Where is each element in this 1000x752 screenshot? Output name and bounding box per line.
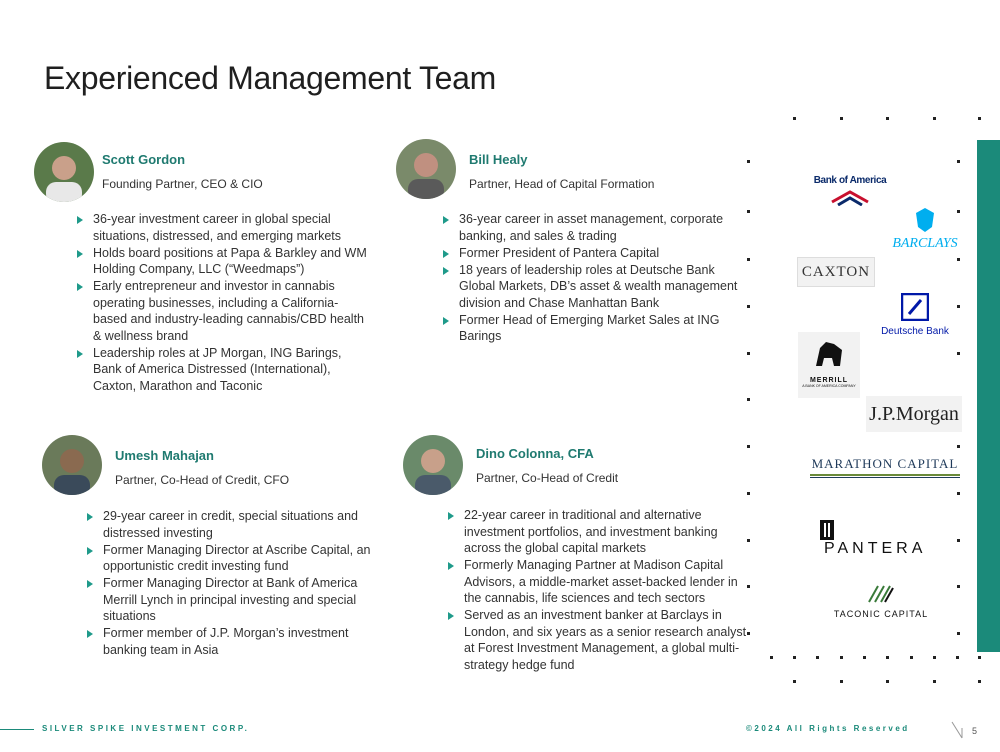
person-name: Dino Colonna, CFA: [476, 446, 594, 461]
decor-dot: [957, 352, 960, 355]
decor-dot: [793, 117, 796, 120]
bullet-list: [87, 508, 385, 659]
decor-dot: [886, 680, 889, 683]
bullet-item: Served as an investment banker at Barclays in London, and six years as a senior research analyst at Forest Investment Management, a global multi-strategy hedge fund: [448, 607, 748, 673]
decor-dot: [886, 117, 889, 120]
decor-dot: [910, 656, 913, 659]
decor-dot: [978, 117, 981, 120]
pantera-logo: [820, 520, 944, 558]
bullet-item: Former member of J.P. Morgan’s investment banking team in Asia: [87, 625, 385, 658]
bullet-list: [448, 507, 748, 674]
decor-dot: [957, 492, 960, 495]
logo-text: Deutsche Bank: [881, 326, 949, 337]
footer-slash-icon: [950, 720, 964, 740]
avatar-bill-healy: [396, 139, 456, 199]
decor-dot: [863, 656, 866, 659]
decor-dot: [747, 632, 750, 635]
decor-dot: [957, 160, 960, 163]
logo-text: PANTERA: [824, 540, 927, 557]
bullet-item: Leadership roles at JP Morgan, ING Barings, Bank of America Distressed (International), Caxton, Marathon and Taconic: [77, 345, 367, 395]
decor-dot: [933, 656, 936, 659]
decor-dot: [770, 656, 773, 659]
decor-dot: [747, 398, 750, 401]
footer-rights: ©2024 All Rights Reserved: [746, 724, 910, 733]
decor-dot: [793, 680, 796, 683]
person-role: Partner, Co-Head of Credit: [476, 471, 619, 485]
logo-text: MARATHON CAPITAL: [811, 456, 959, 471]
decor-dot: [957, 585, 960, 588]
logo-text: Bank of America: [813, 175, 887, 186]
avatar-umesh-mahajan: [42, 435, 102, 495]
merrill-logo: [798, 332, 860, 398]
barclays-logo: [890, 207, 960, 252]
decor-dot: [956, 656, 959, 659]
decor-dot: [957, 632, 960, 635]
person-role: Partner, Head of Capital Formation: [469, 177, 655, 191]
page-title: Experienced Management Team: [44, 60, 497, 96]
decor-dot: [933, 680, 936, 683]
logo-text: TACONIC CAPITAL: [833, 609, 929, 619]
deutsche-bank-logo: [880, 293, 950, 337]
bank-of-america-logo: [810, 175, 890, 211]
bullet-item: Early entrepreneur and investor in cannabis operating businesses, including a California-based and industry-leading cannabis/CBD health & wellness brand: [77, 278, 367, 344]
logo-text: CAXTON: [801, 264, 871, 280]
decor-dot: [840, 117, 843, 120]
decor-dot: [840, 656, 843, 659]
logo-text: J.P.Morgan: [869, 403, 959, 425]
bullet-item: Former President of Pantera Capital: [443, 245, 743, 262]
decor-dot: [886, 656, 889, 659]
logo-text: MERRILL: [809, 377, 849, 384]
logo-text: BARCLAYS: [892, 236, 958, 251]
bullet-item: Former Managing Director at Ascribe Capital, an opportunistic credit investing fund: [87, 542, 385, 575]
person-name: Bill Healy: [469, 152, 528, 167]
footer-line: [0, 729, 34, 730]
bullet-item: Former Head of Emerging Market Sales at ING Barings: [443, 312, 743, 345]
decor-dot: [747, 352, 750, 355]
decor-dot: [957, 305, 960, 308]
decor-dot: [747, 585, 750, 588]
decor-dot: [840, 680, 843, 683]
person-name: Umesh Mahajan: [115, 448, 214, 463]
accent-bar: [977, 140, 1000, 652]
bullet-item: Former Managing Director at Bank of America Merrill Lynch in principal investing and special situations: [87, 575, 385, 625]
person-role: Partner, Co-Head of Credit, CFO: [115, 473, 290, 487]
person-name: Scott Gordon: [102, 152, 186, 167]
bullet-item: 36-year career in asset management, corporate banking, and sales & trading: [443, 211, 743, 244]
bullet-item: 18 years of leadership roles at Deutsche Bank Global Markets, DB’s asset & wealth management division and Chase Manhattan Bank: [443, 262, 743, 312]
decor-dot: [747, 445, 750, 448]
caxton-logo: [797, 257, 875, 287]
decor-dot: [793, 656, 796, 659]
decor-dot: [978, 656, 981, 659]
decor-dot: [747, 539, 750, 542]
decor-dot: [933, 117, 936, 120]
decor-dot: [978, 680, 981, 683]
bullet-list: [77, 211, 367, 395]
bullet-item: Formerly Managing Partner at Madison Capital Advisors, a middle-market asset-backed lender in the cannabis, life sciences and tech sectors: [448, 557, 748, 607]
bullet-item: 22-year career in traditional and alternative investment portfolios, and investment banking across the global capital markets: [448, 507, 748, 557]
logo-text: A BANK OF AMERICA COMPANY: [802, 384, 856, 388]
decor-dot: [747, 492, 750, 495]
jpmorgan-logo: [866, 396, 962, 432]
marathon-capital-logo: [810, 456, 960, 478]
avatar-scott-gordon: [34, 142, 94, 202]
bullet-item: Holds board positions at Papa & Barkley and WM Holding Company, LLC (“Weedmaps”): [77, 245, 367, 278]
bullet-item: 36-year investment career in global special situations, distressed, and emerging markets: [77, 211, 367, 244]
decor-dot: [957, 539, 960, 542]
taconic-capital-logo: [830, 582, 932, 619]
decor-dot: [957, 445, 960, 448]
decor-dot: [957, 258, 960, 261]
person-role: Founding Partner, CEO & CIO: [102, 177, 263, 191]
bullet-list: [443, 211, 743, 345]
decor-dot: [747, 305, 750, 308]
bullet-item: 29-year career in credit, special situations and distressed investing: [87, 508, 385, 541]
decor-dot: [747, 160, 750, 163]
decor-dot: [747, 258, 750, 261]
decor-dot: [747, 210, 750, 213]
decor-dot: [816, 656, 819, 659]
footer-company: SILVER SPIKE INVESTMENT CORP.: [42, 724, 250, 733]
page-number: 5: [972, 726, 978, 736]
avatar-dino-colonna: [403, 435, 463, 495]
